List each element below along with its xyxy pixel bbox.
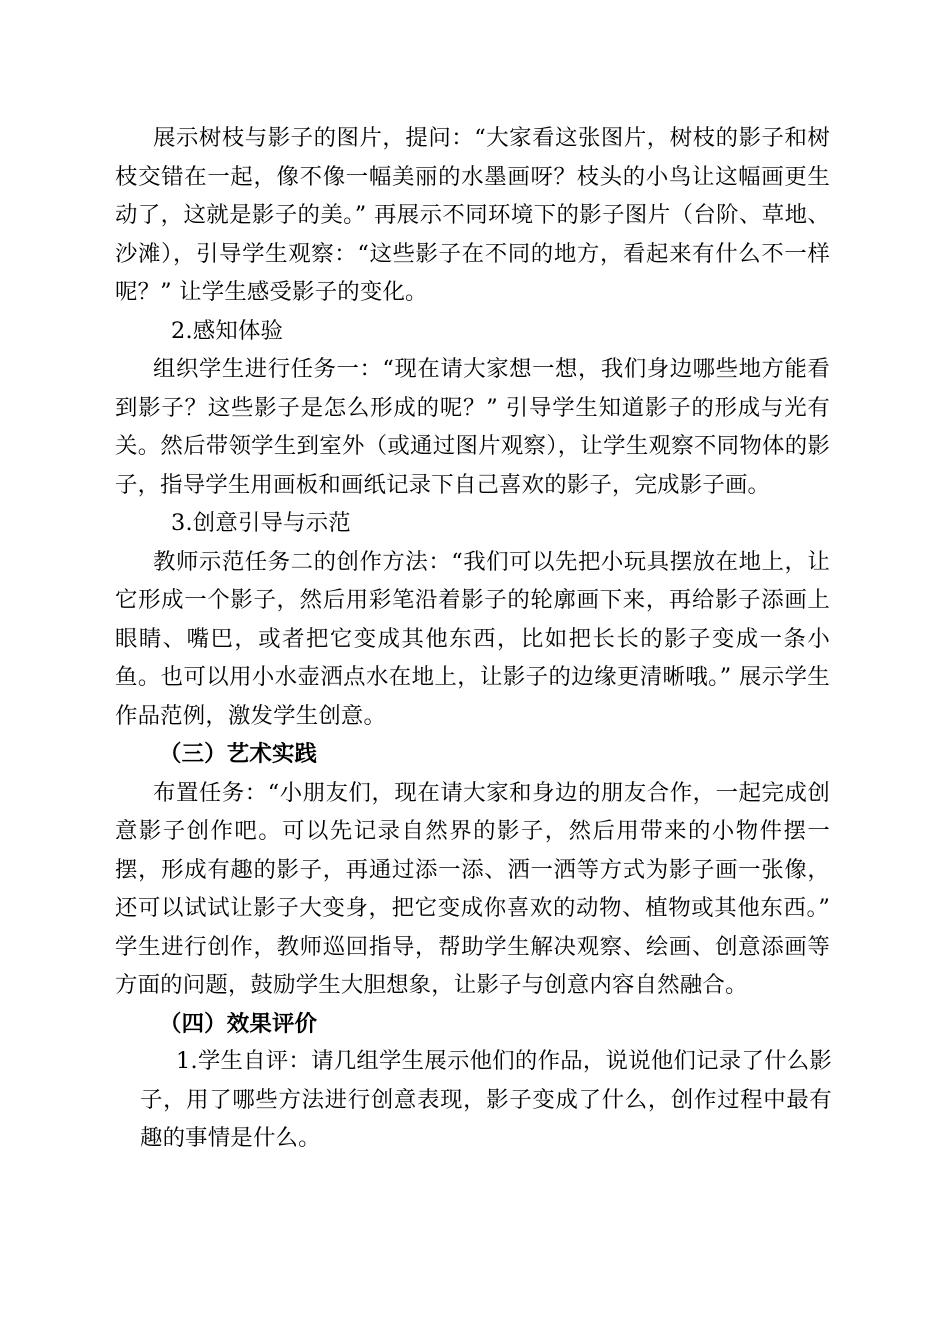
paragraph-intro: 展示树枝与影子的图片，提问：“大家看这张图片，树枝的影子和树枝交错在一起，像不像一幅美丽的水墨画呀？枝头的小鸟让这幅画更生动了，这就是影子的美。” 再展示不同环境下的影子图片（台阶、草地、沙滩），引导学生观察：“这些影子在不同的地方，看起来有什么不一样呢？” 让学生感受影子的变化。 (115, 125, 830, 305)
subheading-demonstration: 3.创意引导与示范 (171, 510, 351, 536)
subheading-perception: 2.感知体验 (171, 317, 284, 344)
section-heading-evaluation: （四）效果评价 (159, 1010, 318, 1037)
paragraph-demonstration: 教师示范任务二的创作方法：“我们可以先把小玩具摆放在地上，让它形成一个影子，然后用彩笔沿着影子的轮廓画下来，再给影子添画上眼睛、嘴巴，或者把它变成其他东西，比如把长长的影子变成一条小鱼。也可以用小水壶洒点水在地上，让影子的边缘更清晰哦。” 展示学生作品范例，激发学生创意。 (115, 548, 830, 729)
paragraph-practice: 布置任务：“小朋友们，现在请大家和身边的朋友合作，一起完成创意影子创作吧。可以先记录自然界的影子，然后用带来的小物件摆一摆，形成有趣的影子，再通过添一添、洒一洒等方式为影子画一张像，还可以试试让影子大变身，把它变成你喜欢的动物、植物或其他东西。” 学生进行创作，教师巡回指导，帮助学生解决观察、绘画、创意添画等方面的问题，鼓励学生大胆想象，让影子与创意内容自然融合。 (115, 779, 830, 998)
paragraph-self-evaluation: 1.学生自评：请几组学生展示他们的作品，说说他们记录了什么影子，用了哪些方法进行创意表现，影子变成了什么，创作过程中最有趣的事情是什么。 (140, 1048, 832, 1151)
paragraph-perception: 组织学生进行任务一：“现在请大家想一想，我们身边哪些地方能看到影子？这些影子是怎么形成的呢？” 引导学生知道影子的形成与光有关。然后带领学生到室外（或通过图片观察），让学生观察不同物体的影子，指导学生用画板和画纸记录下自己喜欢的影子，完成影子画。 (115, 356, 830, 498)
section-heading-practice: （三）艺术实践 (159, 741, 318, 767)
document-body (115, 119, 830, 1043)
